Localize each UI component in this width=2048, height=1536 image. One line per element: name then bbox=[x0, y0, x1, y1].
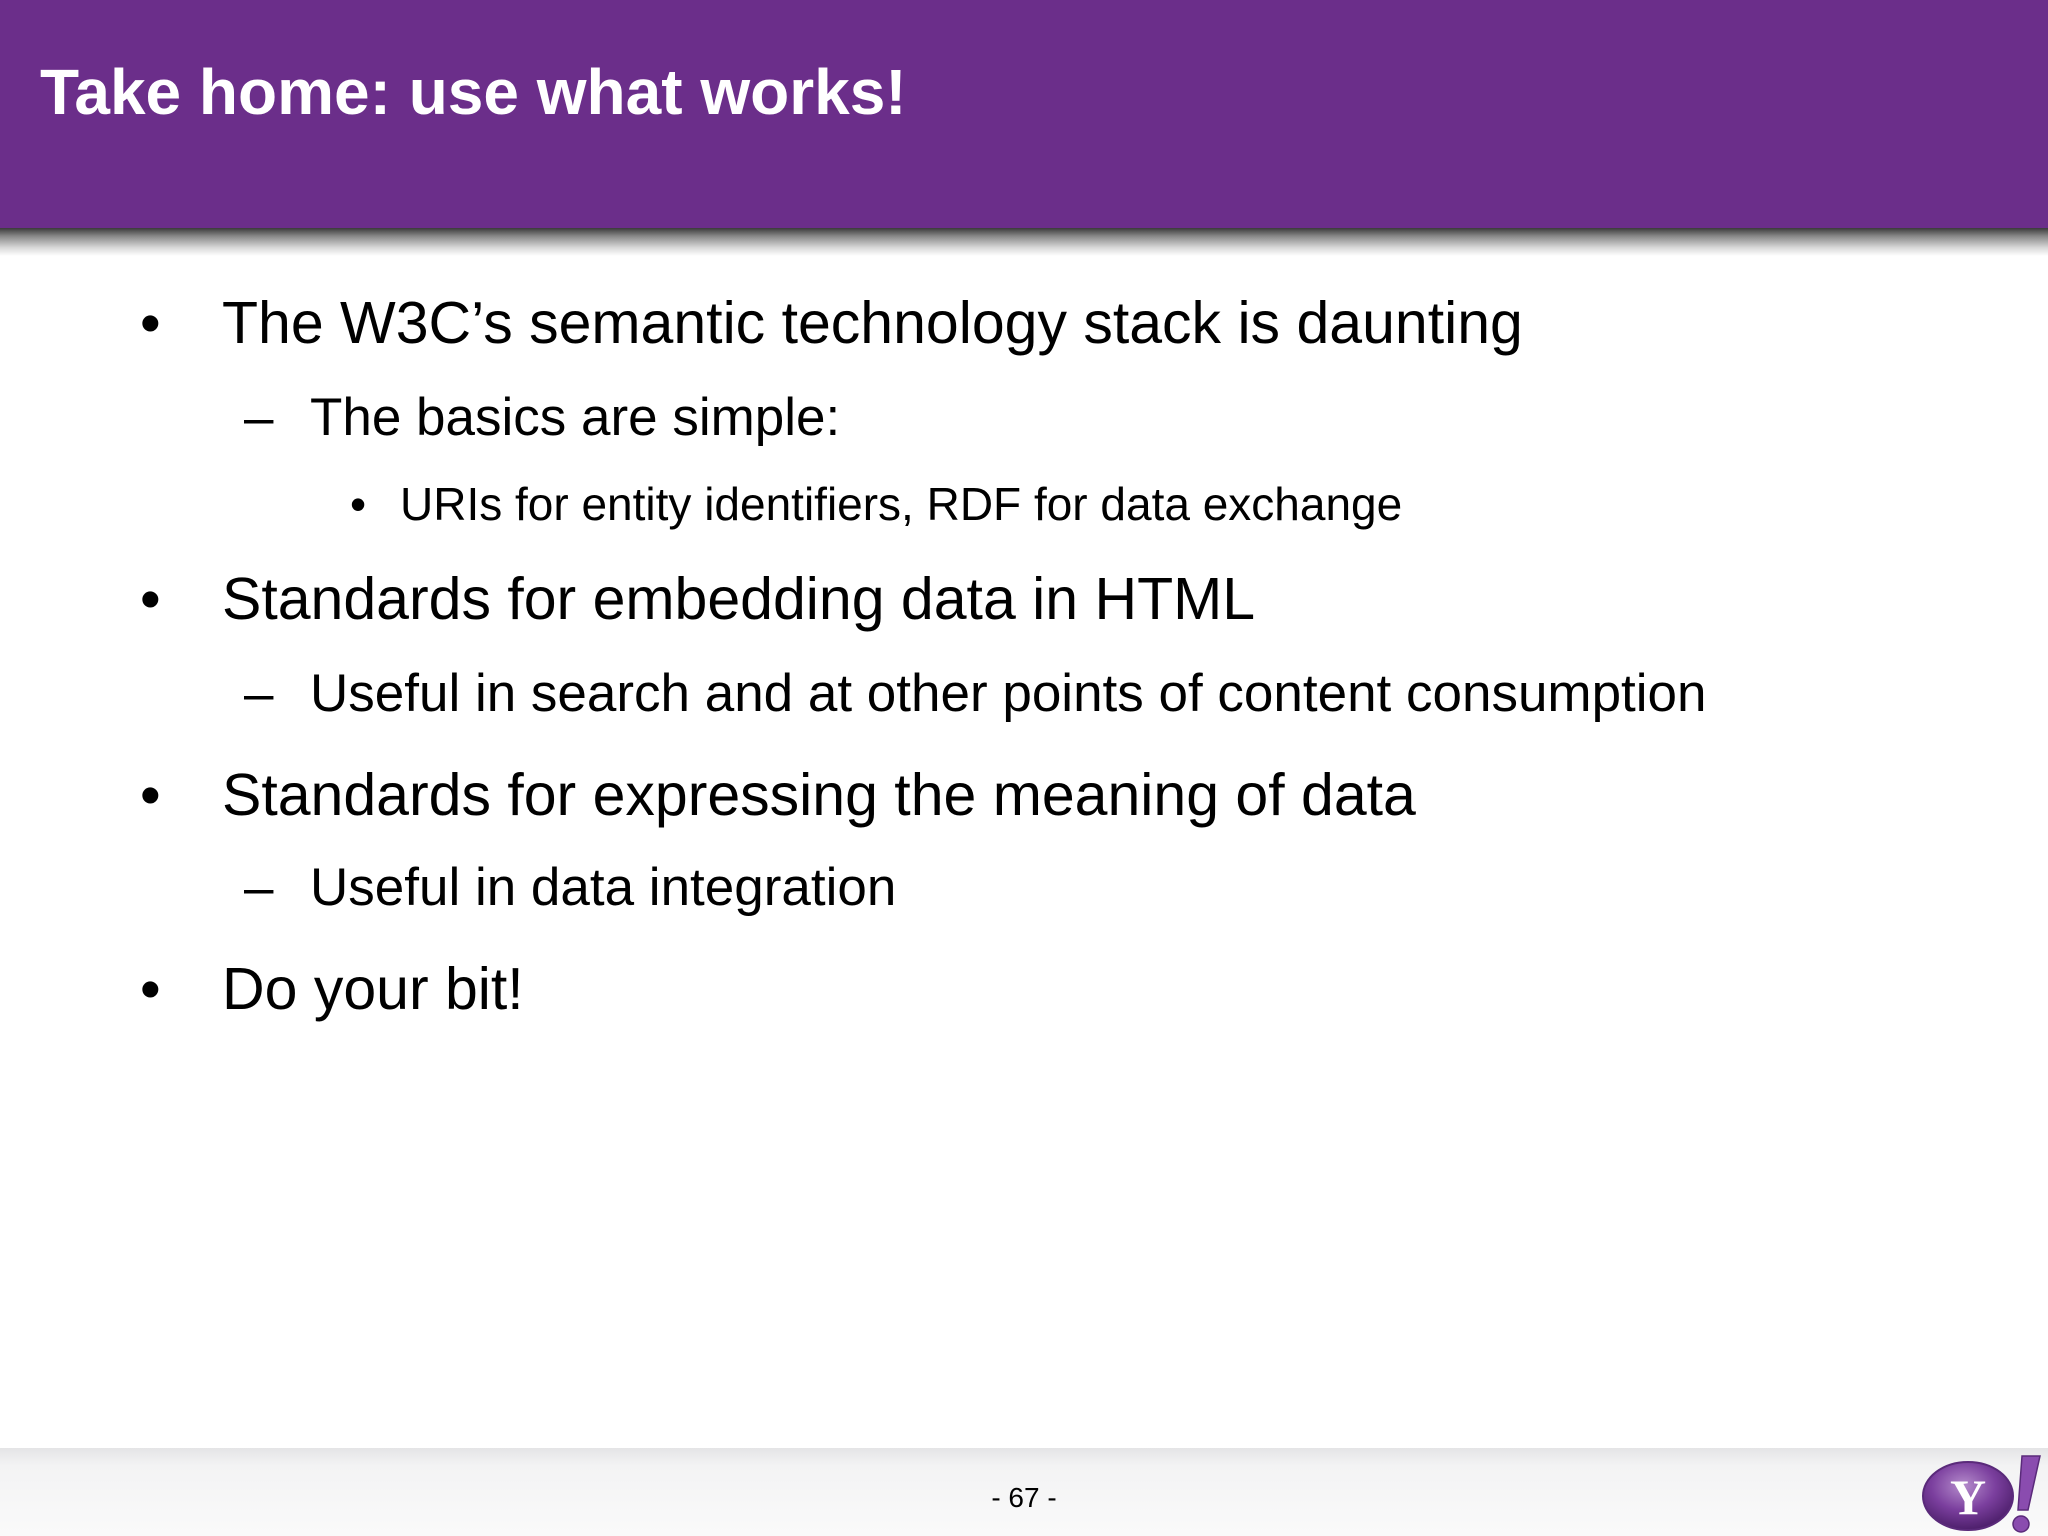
yahoo-logo-icon bbox=[1918, 1452, 2048, 1536]
bullet-marker: • bbox=[140, 566, 161, 632]
bullet-marker: • bbox=[140, 290, 161, 356]
bullet-marker: • bbox=[140, 956, 161, 1022]
bullet-text: The W3C’s semantic technology stack is daunting bbox=[222, 290, 1523, 356]
dash-marker: – bbox=[244, 858, 274, 917]
bullet-marker: • bbox=[350, 478, 367, 530]
title-bar bbox=[0, 0, 2048, 228]
dash-marker: – bbox=[244, 388, 274, 447]
sub-sub-bullet-text: URIs for entity identifiers, RDF for data exchange bbox=[400, 478, 1403, 530]
bullet-text: Standards for expressing the meaning of data bbox=[222, 762, 1416, 828]
slide-title: Take home: use what works! bbox=[40, 56, 907, 128]
sub-bullet-text: Useful in data integration bbox=[310, 858, 897, 917]
bullet-marker: • bbox=[140, 762, 161, 828]
title-bar-shadow bbox=[0, 228, 2048, 256]
svg-text:Y: Y bbox=[1949, 1469, 1987, 1525]
sub-bullet-text: Useful in search and at other points of content consumption bbox=[310, 664, 1707, 723]
bullet-text: Do your bit! bbox=[222, 956, 524, 1022]
sub-bullet-text: The basics are simple: bbox=[310, 388, 841, 447]
dash-marker: – bbox=[244, 664, 274, 723]
page-number: - 67 - bbox=[991, 1482, 1057, 1513]
bullet-text: Standards for embedding data in HTML bbox=[222, 566, 1256, 632]
